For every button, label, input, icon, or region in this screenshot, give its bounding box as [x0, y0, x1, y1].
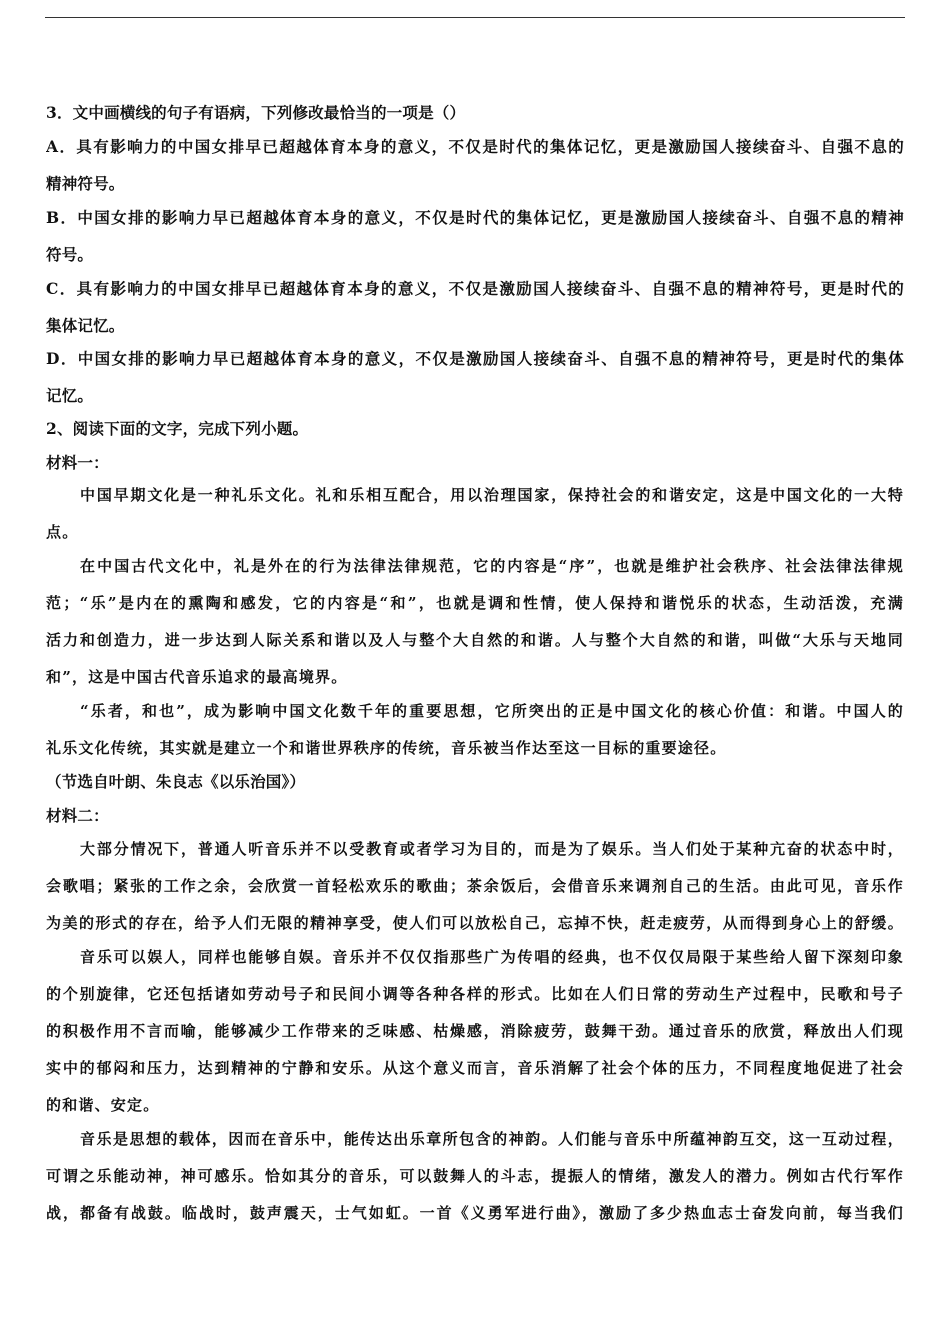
option-a-line-1: A．具有影响力的中国女排早已超越体育本身的意义，不仅是时代的集体记忆，更是激励国人接续奋斗、自强不息的 — [46, 137, 904, 156]
reading-intro: 2、阅读下面的文字，完成下列小题。 — [46, 419, 309, 438]
m2-paragraph-1-line-3: 为美的形式的存在，给予人们无限的精神享受，使人们可以放松自己，忘掉不快，赶走疲劳，从而得到身心上的舒缓。 — [46, 914, 904, 932]
m2-paragraph-2-line-2: 的个别旋律，它还包括诸如劳动号子和民间小调等各种各样的形式。比如在人们日常的劳动生产过程中，民歌和号子 — [46, 985, 904, 1003]
m1-paragraph-2-line-4: 和”，这是中国古代音乐追求的最高境界。 — [46, 668, 348, 686]
m2-paragraph-2-line-1: 音乐可以娱人，同样也能够自娱。音乐并不仅仅指那些广为传唱的经典，也不仅仅局限于某些给人留下深刻印象 — [80, 948, 904, 966]
option-a-line-2: 精神符号。 — [46, 174, 125, 193]
m1-paragraph-2-line-1: 在中国古代文化中，礼是外在的行为法律法律规范，它的内容是“序”，也就是维护社会秩序、社会法律法律规 — [80, 557, 904, 575]
m2-paragraph-2-line-3: 的积极作用不言而喻，能够减少工作带来的乏味感、枯燥感，消除疲劳，鼓舞干劲。通过音乐的欣赏，释放出人们现 — [46, 1022, 904, 1040]
header-rule — [45, 17, 905, 18]
m2-paragraph-3-line-2: 可谓之乐能动神，神可感乐。恰如其分的音乐，可以鼓舞人的斗志，提振人的情绪，激发人的潜力。例如古代行军作 — [46, 1167, 904, 1185]
m1-paragraph-3-line-1: “乐者，和也”，成为影响中国文化数千年的重要思想，它所突出的正是中国文化的核心价值：和谐。中国人的 — [80, 702, 904, 720]
option-d-line-2: 记忆。 — [46, 386, 94, 405]
option-d-line-1: D．中国女排的影响力早已超越体育本身的意义，不仅是激励国人接续奋斗、自强不息的精神符号，更是时代的集体 — [46, 349, 904, 368]
m1-paragraph-1-line-2: 点。 — [46, 523, 79, 541]
m2-paragraph-1-line-2: 会歌唱；紧张的工作之余，会欣赏一首轻松欢乐的歌曲；茶余饭后，会借音乐来调剂自己的生活。由此可见，音乐作 — [46, 877, 904, 895]
m1-paragraph-2-line-3: 活力和创造力，进一步达到人际关系和谐以及人与整个大自然的和谐。人与整个大自然的和谐，叫做“大乐与天地同 — [46, 631, 904, 649]
m1-paragraph-1-line-1: 中国早期文化是一种礼乐文化。礼和乐相互配合，用以治理国家，保持社会的和谐安定，这是中国文化的一大特 — [80, 486, 904, 504]
m2-paragraph-3-line-3: 战，都备有战鼓。临战时，鼓声震天，士气如虹。一首《义勇军进行曲》，激励了多少热血志士奋发向前，每当我们 — [46, 1204, 904, 1222]
option-b-line-2: 符号。 — [46, 245, 94, 264]
option-b-line-1: B．中国女排的影响力早已超越体育本身的意义，不仅是时代的集体记忆，更是激励国人接续奋斗、自强不息的精神 — [46, 208, 904, 227]
material-1-title: 材料一： — [46, 453, 109, 472]
option-c-line-2: 集体记忆。 — [46, 316, 125, 335]
option-c-line-1: C．具有影响力的中国女排早已超越体育本身的意义，不仅是激励国人接续奋斗、自强不息的精神符号，更是时代的 — [46, 279, 904, 298]
m1-paragraph-2-line-2: 范；“乐”是内在的熏陶和感发，它的内容是“和”，也就是调和性情，使人保持和谐悦乐的状态，生动活泼，充满 — [46, 594, 904, 612]
m2-paragraph-2-line-4: 实中的郁闷和压力，达到精神的宁静和安乐。从这个意义而言，音乐消解了社会个体的压力，不同程度地促进了社会 — [46, 1059, 904, 1077]
m2-paragraph-3-line-1: 音乐是思想的载体，因而在音乐中，能传达出乐章所包含的神韵。人们能与音乐中所蕴神韵互交，这一互动过程， — [80, 1130, 904, 1148]
m2-paragraph-2-line-5: 的和谐、安定。 — [46, 1096, 160, 1114]
m2-paragraph-1-line-1: 大部分情况下，普通人听音乐并不以受教育或者学习为目的，而是为了娱乐。当人们处于某种亢奋的状态中时， — [80, 840, 904, 858]
question-3-stem: 3．文中画横线的句子有语病，下列修改最恰当的一项是（） — [46, 103, 466, 122]
material-2-title: 材料二： — [46, 806, 109, 825]
material-1-source: （节选自叶朗、朱良志《以乐治国》） — [46, 772, 306, 791]
m1-paragraph-3-line-2: 礼乐文化传统，其实就是建立一个和谐世界秩序的传统，音乐被当作达至这一目标的重要途径。 — [46, 739, 727, 757]
